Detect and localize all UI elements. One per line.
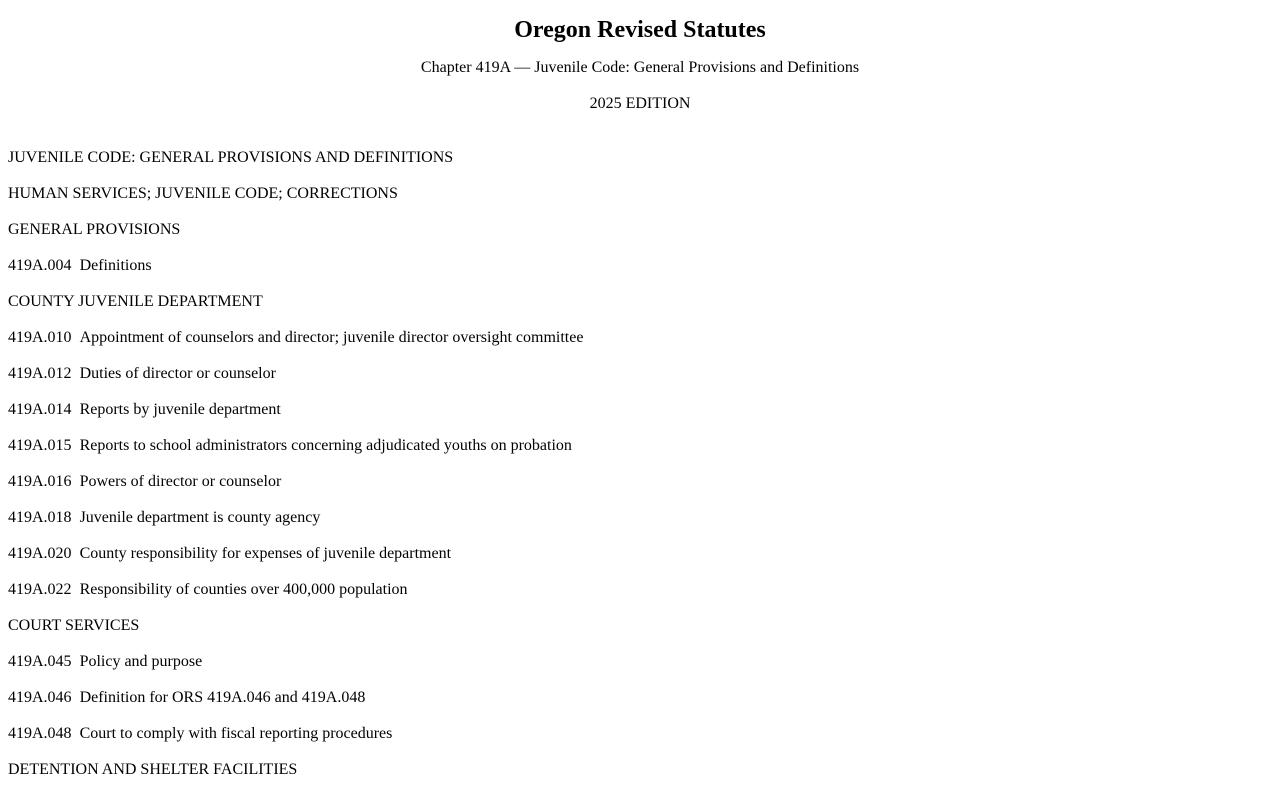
toc-section-item: [8, 257, 1280, 275]
section-title: Court to comply with fiscal reporting procedures: [79, 725, 393, 742]
toc-heading-text: COURT SERVICES: [8, 617, 140, 634]
toc-heading-text: GENERAL PROVISIONS: [8, 221, 181, 238]
section-number: 419A.045: [8, 653, 72, 670]
section-number: 419A.020: [8, 545, 72, 562]
toc-section-link[interactable]: [8, 473, 281, 490]
toc-section-item: [8, 581, 1280, 599]
section-title: Responsibility of counties over 400,000 population: [79, 581, 408, 598]
toc-section-link[interactable]: [8, 653, 202, 670]
section-number: 419A.018: [8, 509, 72, 526]
toc-section-link[interactable]: [8, 725, 392, 742]
document-header: [0, 0, 1280, 113]
section-number: 419A.016: [8, 473, 72, 490]
toc-section-item: [8, 545, 1280, 563]
toc-heading: [8, 293, 1280, 311]
section-title: Duties of director or counselor: [79, 365, 276, 382]
toc-section-item: [8, 689, 1280, 707]
toc-section-item: [8, 401, 1280, 419]
edition-label: 2025 EDITION: [589, 95, 691, 112]
section-number: 419A.046: [8, 689, 72, 706]
toc-heading-text: JUVENILE CODE: GENERAL PROVISIONS AND DEFINITIONS: [8, 149, 454, 166]
toc-section-link[interactable]: [8, 581, 408, 598]
section-title: Reports to school administrators concerning adjudicated youths on probation: [79, 437, 572, 454]
toc-section-item: [8, 509, 1280, 527]
section-number: 419A.022: [8, 581, 72, 598]
toc-section-item: [8, 473, 1280, 491]
section-number: 419A.010: [8, 329, 72, 346]
toc-heading: [8, 149, 1280, 167]
toc-heading: [8, 185, 1280, 203]
section-number: 419A.048: [8, 725, 72, 742]
toc-heading-text: HUMAN SERVICES; JUVENILE CODE; CORRECTIONS: [8, 185, 398, 202]
section-title: Policy and purpose: [79, 653, 203, 670]
toc-section-link[interactable]: [8, 257, 152, 274]
section-title: Appointment of counselors and director; juvenile director oversight committee: [79, 329, 584, 346]
section-title: County responsibility for expenses of juvenile department: [79, 545, 452, 562]
section-number: 419A.004: [8, 257, 72, 274]
section-number: 419A.015: [8, 437, 72, 454]
section-title: Juvenile department is county agency: [79, 509, 321, 526]
toc-heading-text: COUNTY JUVENILE DEPARTMENT: [8, 293, 263, 310]
toc-heading-text: DETENTION AND SHELTER FACILITIES: [8, 761, 298, 778]
section-number: 419A.012: [8, 365, 72, 382]
chapter-subtitle: Chapter 419A — Juvenile Code: General Provisions and Definitions: [420, 59, 860, 76]
toc-section-item: [8, 653, 1280, 671]
toc-section-item: [8, 329, 1280, 347]
toc-section-link[interactable]: [8, 365, 276, 382]
table-of-contents: [8, 149, 1280, 779]
page-title: Oregon Revised Statutes: [514, 17, 766, 43]
section-number: 419A.014: [8, 401, 72, 418]
toc-heading: [8, 221, 1280, 239]
section-title: Definition for ORS 419A.046 and 419A.048: [79, 689, 366, 706]
toc-section-link[interactable]: [8, 329, 583, 346]
toc-heading: [8, 761, 1280, 779]
toc-section-link[interactable]: [8, 401, 281, 418]
toc-section-link[interactable]: [8, 437, 572, 454]
toc-section-link[interactable]: [8, 509, 320, 526]
toc-section-link[interactable]: [8, 545, 451, 562]
toc-section-item: [8, 437, 1280, 455]
section-title: Reports by juvenile department: [79, 401, 281, 418]
toc-heading: [8, 617, 1280, 635]
toc-section-item: [8, 725, 1280, 743]
section-title: Definitions: [79, 257, 152, 274]
toc-section-item: [8, 365, 1280, 383]
section-title: Powers of director or counselor: [79, 473, 282, 490]
toc-section-link[interactable]: [8, 689, 365, 706]
